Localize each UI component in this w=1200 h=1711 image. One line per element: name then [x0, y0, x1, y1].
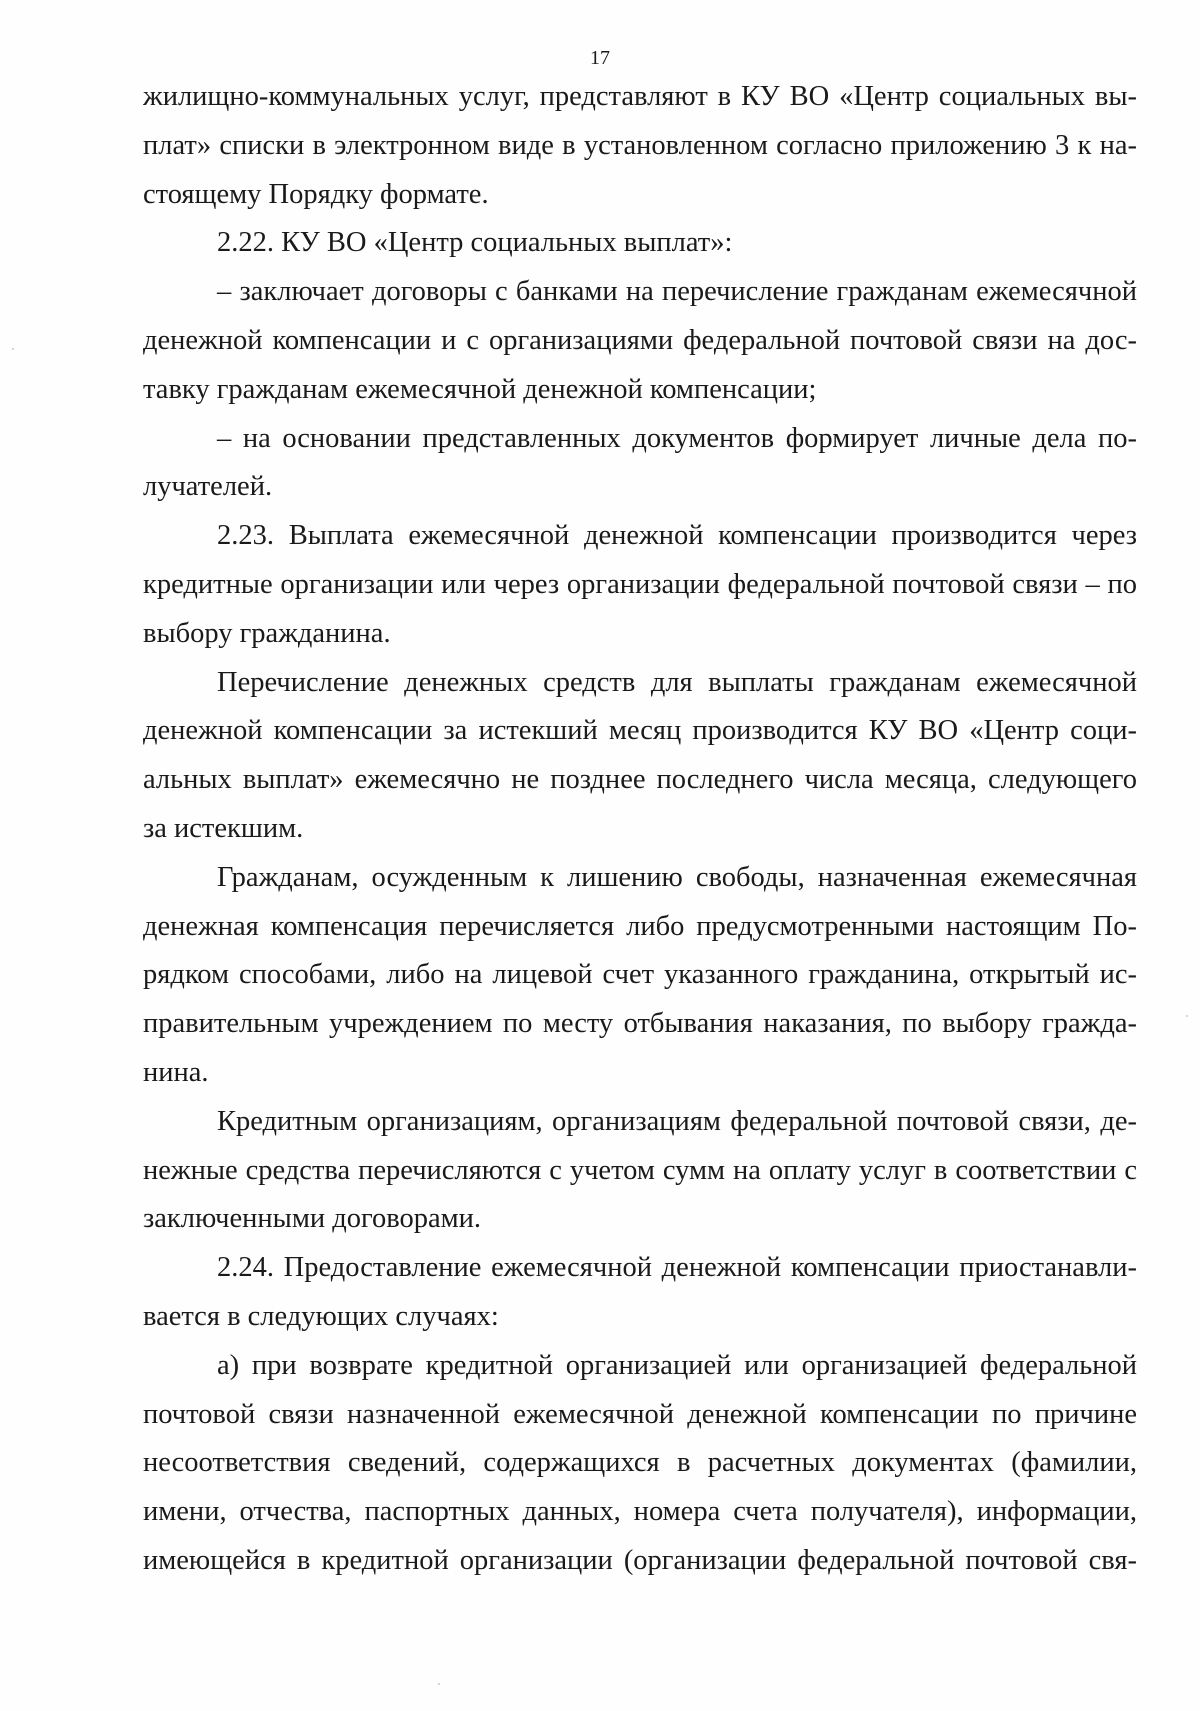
text-line: денежной компенсации за истекший месяц производится КУ ВО «Центр соци- — [143, 715, 1137, 747]
text-line: Перечисление денежных средств для выплаты гражданам ежемесячной — [217, 666, 1137, 698]
text-line: за истекшим. — [143, 812, 304, 844]
text-line: Кредитным организациям, организациям федеральной почтовой связи, де- — [217, 1105, 1137, 1137]
text-line: нина. — [143, 1056, 209, 1088]
text-line: лучателей. — [143, 471, 273, 503]
text-line: стоящему Порядку формате. — [143, 178, 489, 210]
text-line: рядком способами, либо на лицевой счет указанного гражданина, открытый ис- — [143, 959, 1137, 991]
scan-speck — [1186, 1015, 1188, 1017]
text-line: кредитные организации или через организации федеральной почтовой связи – по — [143, 568, 1137, 600]
section-heading-2-22: 2.22. КУ ВО «Центр социальных выплат»: — [217, 227, 733, 259]
text-line: денежная компенсация перечисляется либо предусмотренными настоящим По- — [143, 910, 1137, 942]
text-line: – на основании представленных документов формирует личные дела по- — [217, 422, 1137, 454]
text-line: денежной компенсации и с организациями федеральной почтовой связи на дос- — [143, 324, 1137, 356]
text-line: вается в следующих случаях: — [143, 1300, 499, 1332]
page-number: 17 — [590, 47, 610, 69]
scan-speck — [12, 348, 14, 350]
text-line: а) при возврате кредитной организацией или организацией федеральной — [217, 1349, 1137, 1381]
scan-speck — [438, 1683, 440, 1685]
section-2-23-line: 2.23. Выплата ежемесячной денежной компенсации производится через — [217, 520, 1137, 552]
text-line: Гражданам, осужденным к лишению свободы, назначенная ежемесячная — [217, 861, 1137, 893]
text-line: имени, отчества, паспортных данных, номера счета получателя), информации, — [143, 1496, 1137, 1528]
body-text — [143, 73, 1137, 1586]
text-line: – заключает договоры с банками на перечисление гражданам ежемесячной — [217, 276, 1137, 308]
section-2-24-line: 2.24. Предоставление ежемесячной денежной компенсации приостанавли- — [217, 1252, 1137, 1284]
text-line: выбору гражданина. — [143, 617, 391, 649]
text-line: почтовой связи назначенной ежемесячной денежной компенсации по причине — [143, 1398, 1137, 1430]
text-line: жилищно-коммунальных услуг, представляют в КУ ВО «Центр социальных вы- — [143, 81, 1137, 112]
text-line: нежные средства перечисляются с учетом сумм на оплату услуг в соответствии с — [143, 1154, 1137, 1186]
text-line: тавку гражданам ежемесячной денежной компенсации; — [143, 373, 817, 405]
text-line: имеющейся в кредитной организации (организации федеральной почтовой свя- — [143, 1544, 1137, 1576]
text-line: заключенными договорами. — [143, 1203, 482, 1235]
text-line: правительным учреждением по месту отбывания наказания, по выбору гражда- — [143, 1008, 1137, 1040]
text-line: плат» списки в электронном виде в установленном согласно приложению 3 к на- — [143, 129, 1137, 161]
text-line: альных выплат» ежемесячно не позднее последнего числа месяца, следующего — [143, 764, 1137, 796]
text-line: несоответствия сведений, содержащихся в расчетных документах (фамилии, — [143, 1447, 1137, 1479]
